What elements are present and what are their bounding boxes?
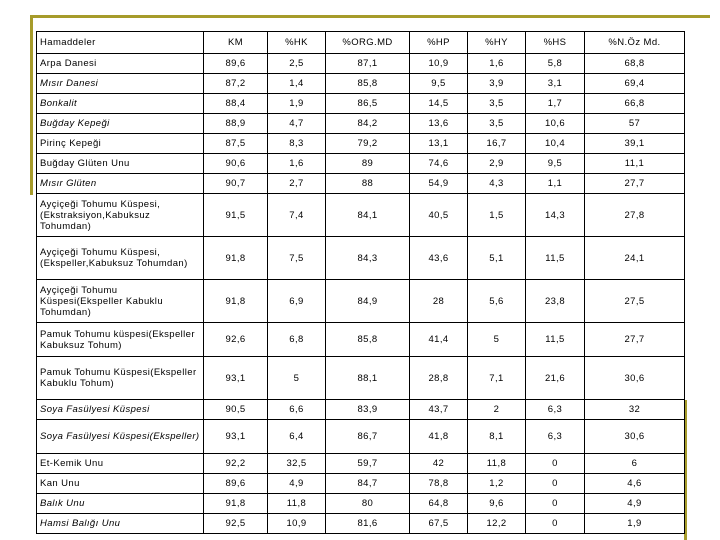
value-cell: 0 xyxy=(526,494,585,514)
value-cell: 21,6 xyxy=(526,357,585,400)
value-cell: 5,6 xyxy=(468,280,526,323)
material-name-cell: Soya Fasülyesi Küspesi xyxy=(37,400,204,420)
column-header-hs: %HS xyxy=(526,32,585,54)
value-cell: 54,9 xyxy=(410,174,468,194)
value-cell: 2 xyxy=(468,400,526,420)
value-cell: 4,3 xyxy=(468,174,526,194)
table-row xyxy=(37,420,685,454)
value-cell: 84,9 xyxy=(326,280,410,323)
value-cell: 87,1 xyxy=(326,54,410,74)
table-row xyxy=(37,94,685,114)
table-row xyxy=(37,474,685,494)
value-cell: 9,5 xyxy=(526,154,585,174)
table-row xyxy=(37,174,685,194)
value-cell: 1,2 xyxy=(468,474,526,494)
value-cell: 0 xyxy=(526,474,585,494)
material-name-cell: Ayçiçeği Tohumu Küspesi(Ekspeller Kabuklu Tohumdan) xyxy=(37,280,204,323)
value-cell: 6,8 xyxy=(268,323,326,357)
value-cell: 89,6 xyxy=(204,474,268,494)
value-cell: 41,8 xyxy=(410,420,468,454)
value-cell: 67,5 xyxy=(410,514,468,534)
value-cell: 6,4 xyxy=(268,420,326,454)
value-cell: 89 xyxy=(326,154,410,174)
value-cell: 43,6 xyxy=(410,237,468,280)
material-name-cell: Kan Unu xyxy=(37,474,204,494)
value-cell: 92,5 xyxy=(204,514,268,534)
value-cell: 16,7 xyxy=(468,134,526,154)
accent-bar-top xyxy=(30,15,710,18)
value-cell: 89,6 xyxy=(204,54,268,74)
value-cell: 64,8 xyxy=(410,494,468,514)
value-cell: 0 xyxy=(526,454,585,474)
table-row xyxy=(37,400,685,420)
value-cell: 90,5 xyxy=(204,400,268,420)
value-cell: 68,8 xyxy=(585,54,685,74)
value-cell: 1,9 xyxy=(585,514,685,534)
column-header-n-oz-md: %N.Öz Md. xyxy=(585,32,685,54)
material-name-cell: Pamuk Tohumu küspesi(Ekspeller Kabuksuz Tohum) xyxy=(37,323,204,357)
material-name-cell: Ayçiçeği Tohumu Küspesi,(Ekstraksiyon,Kabuksuz Tohumdan) xyxy=(37,194,204,237)
value-cell: 6,3 xyxy=(526,420,585,454)
table-row xyxy=(37,357,685,400)
value-cell: 93,1 xyxy=(204,357,268,400)
table-row xyxy=(37,514,685,534)
value-cell: 6 xyxy=(585,454,685,474)
value-cell: 88,1 xyxy=(326,357,410,400)
value-cell: 4,9 xyxy=(585,494,685,514)
value-cell: 10,9 xyxy=(410,54,468,74)
value-cell: 66,8 xyxy=(585,94,685,114)
value-cell: 28 xyxy=(410,280,468,323)
value-cell: 11,5 xyxy=(526,323,585,357)
value-cell: 5 xyxy=(268,357,326,400)
value-cell: 84,7 xyxy=(326,474,410,494)
value-cell: 90,7 xyxy=(204,174,268,194)
value-cell: 3,1 xyxy=(526,74,585,94)
value-cell: 92,2 xyxy=(204,454,268,474)
value-cell: 13,1 xyxy=(410,134,468,154)
table-row xyxy=(37,134,685,154)
value-cell: 57 xyxy=(585,114,685,134)
value-cell: 90,6 xyxy=(204,154,268,174)
value-cell: 6,6 xyxy=(268,400,326,420)
value-cell: 40,5 xyxy=(410,194,468,237)
value-cell: 7,1 xyxy=(468,357,526,400)
column-header-hk: %HK xyxy=(268,32,326,54)
value-cell: 1,5 xyxy=(468,194,526,237)
value-cell: 9,6 xyxy=(468,494,526,514)
value-cell: 32 xyxy=(585,400,685,420)
value-cell: 6,9 xyxy=(268,280,326,323)
material-name-cell: Buğday Kepeği xyxy=(37,114,204,134)
value-cell: 39,1 xyxy=(585,134,685,154)
value-cell: 2,9 xyxy=(468,154,526,174)
value-cell: 12,2 xyxy=(468,514,526,534)
value-cell: 91,8 xyxy=(204,280,268,323)
material-name-cell: Soya Fasülyesi Küspesi(Ekspeller) xyxy=(37,420,204,454)
table-row xyxy=(37,237,685,280)
value-cell: 84,3 xyxy=(326,237,410,280)
value-cell: 43,7 xyxy=(410,400,468,420)
column-header-km: KM xyxy=(204,32,268,54)
material-name-cell: Mısır Glüten xyxy=(37,174,204,194)
table-body xyxy=(37,54,685,534)
value-cell: 84,1 xyxy=(326,194,410,237)
value-cell: 11,8 xyxy=(268,494,326,514)
feed-composition-table xyxy=(36,31,685,534)
value-cell: 1,6 xyxy=(468,54,526,74)
value-cell: 11,8 xyxy=(468,454,526,474)
value-cell: 13,6 xyxy=(410,114,468,134)
column-header-hp: %HP xyxy=(410,32,468,54)
column-header-org-md: %ORG.MD xyxy=(326,32,410,54)
table-row xyxy=(37,194,685,237)
material-name-cell: Hamsi Balığı Unu xyxy=(37,514,204,534)
material-name-cell: Arpa Danesi xyxy=(37,54,204,74)
value-cell: 8,1 xyxy=(468,420,526,454)
value-cell: 1,4 xyxy=(268,74,326,94)
value-cell: 2,5 xyxy=(268,54,326,74)
value-cell: 3,5 xyxy=(468,94,526,114)
value-cell: 0 xyxy=(526,514,585,534)
value-cell: 27,7 xyxy=(585,174,685,194)
value-cell: 1,7 xyxy=(526,94,585,114)
value-cell: 10,4 xyxy=(526,134,585,154)
value-cell: 9,5 xyxy=(410,74,468,94)
value-cell: 84,2 xyxy=(326,114,410,134)
column-header-hamaddeler: Hamaddeler xyxy=(37,32,204,54)
value-cell: 81,6 xyxy=(326,514,410,534)
value-cell: 8,3 xyxy=(268,134,326,154)
value-cell: 4,7 xyxy=(268,114,326,134)
material-name-cell: Pirinç Kepeği xyxy=(37,134,204,154)
value-cell: 30,6 xyxy=(585,357,685,400)
value-cell: 14,3 xyxy=(526,194,585,237)
value-cell: 69,4 xyxy=(585,74,685,94)
value-cell: 4,6 xyxy=(585,474,685,494)
table-row xyxy=(37,280,685,323)
value-cell: 86,5 xyxy=(326,94,410,114)
value-cell: 78,8 xyxy=(410,474,468,494)
value-cell: 7,5 xyxy=(268,237,326,280)
material-name-cell: Et-Kemik Unu xyxy=(37,454,204,474)
value-cell: 91,5 xyxy=(204,194,268,237)
table-row xyxy=(37,54,685,74)
value-cell: 5 xyxy=(468,323,526,357)
value-cell: 28,8 xyxy=(410,357,468,400)
value-cell: 42 xyxy=(410,454,468,474)
table-row xyxy=(37,154,685,174)
value-cell: 74,6 xyxy=(410,154,468,174)
value-cell: 1,6 xyxy=(268,154,326,174)
material-name-cell: Bonkalit xyxy=(37,94,204,114)
value-cell: 79,2 xyxy=(326,134,410,154)
value-cell: 27,5 xyxy=(585,280,685,323)
value-cell: 85,8 xyxy=(326,74,410,94)
value-cell: 87,5 xyxy=(204,134,268,154)
material-name-cell: Mısır Danesi xyxy=(37,74,204,94)
value-cell: 2,7 xyxy=(268,174,326,194)
value-cell: 87,2 xyxy=(204,74,268,94)
material-name-cell: Buğday Glüten Unu xyxy=(37,154,204,174)
value-cell: 27,8 xyxy=(585,194,685,237)
table-row xyxy=(37,114,685,134)
column-header-hy: %HY xyxy=(468,32,526,54)
value-cell: 30,6 xyxy=(585,420,685,454)
table-row xyxy=(37,494,685,514)
value-cell: 11,1 xyxy=(585,154,685,174)
material-name-cell: Pamuk Tohumu Küspesi(Ekspeller Kabuklu Tohum) xyxy=(37,357,204,400)
table-row xyxy=(37,74,685,94)
value-cell: 7,4 xyxy=(268,194,326,237)
material-name-cell: Ayçiçeği Tohumu Küspesi,(Ekspeller,Kabuksuz Tohumdan) xyxy=(37,237,204,280)
value-cell: 92,6 xyxy=(204,323,268,357)
value-cell: 6,3 xyxy=(526,400,585,420)
value-cell: 83,9 xyxy=(326,400,410,420)
value-cell: 10,6 xyxy=(526,114,585,134)
value-cell: 88 xyxy=(326,174,410,194)
value-cell: 3,9 xyxy=(468,74,526,94)
table-row xyxy=(37,454,685,474)
value-cell: 93,1 xyxy=(204,420,268,454)
value-cell: 14,5 xyxy=(410,94,468,114)
value-cell: 85,8 xyxy=(326,323,410,357)
value-cell: 10,9 xyxy=(268,514,326,534)
table-header-row xyxy=(37,32,685,54)
value-cell: 27,7 xyxy=(585,323,685,357)
material-name-cell: Balık Unu xyxy=(37,494,204,514)
value-cell: 59,7 xyxy=(326,454,410,474)
value-cell: 5,1 xyxy=(468,237,526,280)
value-cell: 4,9 xyxy=(268,474,326,494)
value-cell: 80 xyxy=(326,494,410,514)
value-cell: 11,5 xyxy=(526,237,585,280)
value-cell: 3,5 xyxy=(468,114,526,134)
table-row xyxy=(37,323,685,357)
value-cell: 32,5 xyxy=(268,454,326,474)
value-cell: 1,1 xyxy=(526,174,585,194)
value-cell: 5,8 xyxy=(526,54,585,74)
value-cell: 24,1 xyxy=(585,237,685,280)
value-cell: 41,4 xyxy=(410,323,468,357)
value-cell: 88,4 xyxy=(204,94,268,114)
value-cell: 91,8 xyxy=(204,494,268,514)
value-cell: 88,9 xyxy=(204,114,268,134)
accent-bar-left xyxy=(30,15,33,195)
value-cell: 1,9 xyxy=(268,94,326,114)
value-cell: 91,8 xyxy=(204,237,268,280)
value-cell: 86,7 xyxy=(326,420,410,454)
value-cell: 23,8 xyxy=(526,280,585,323)
